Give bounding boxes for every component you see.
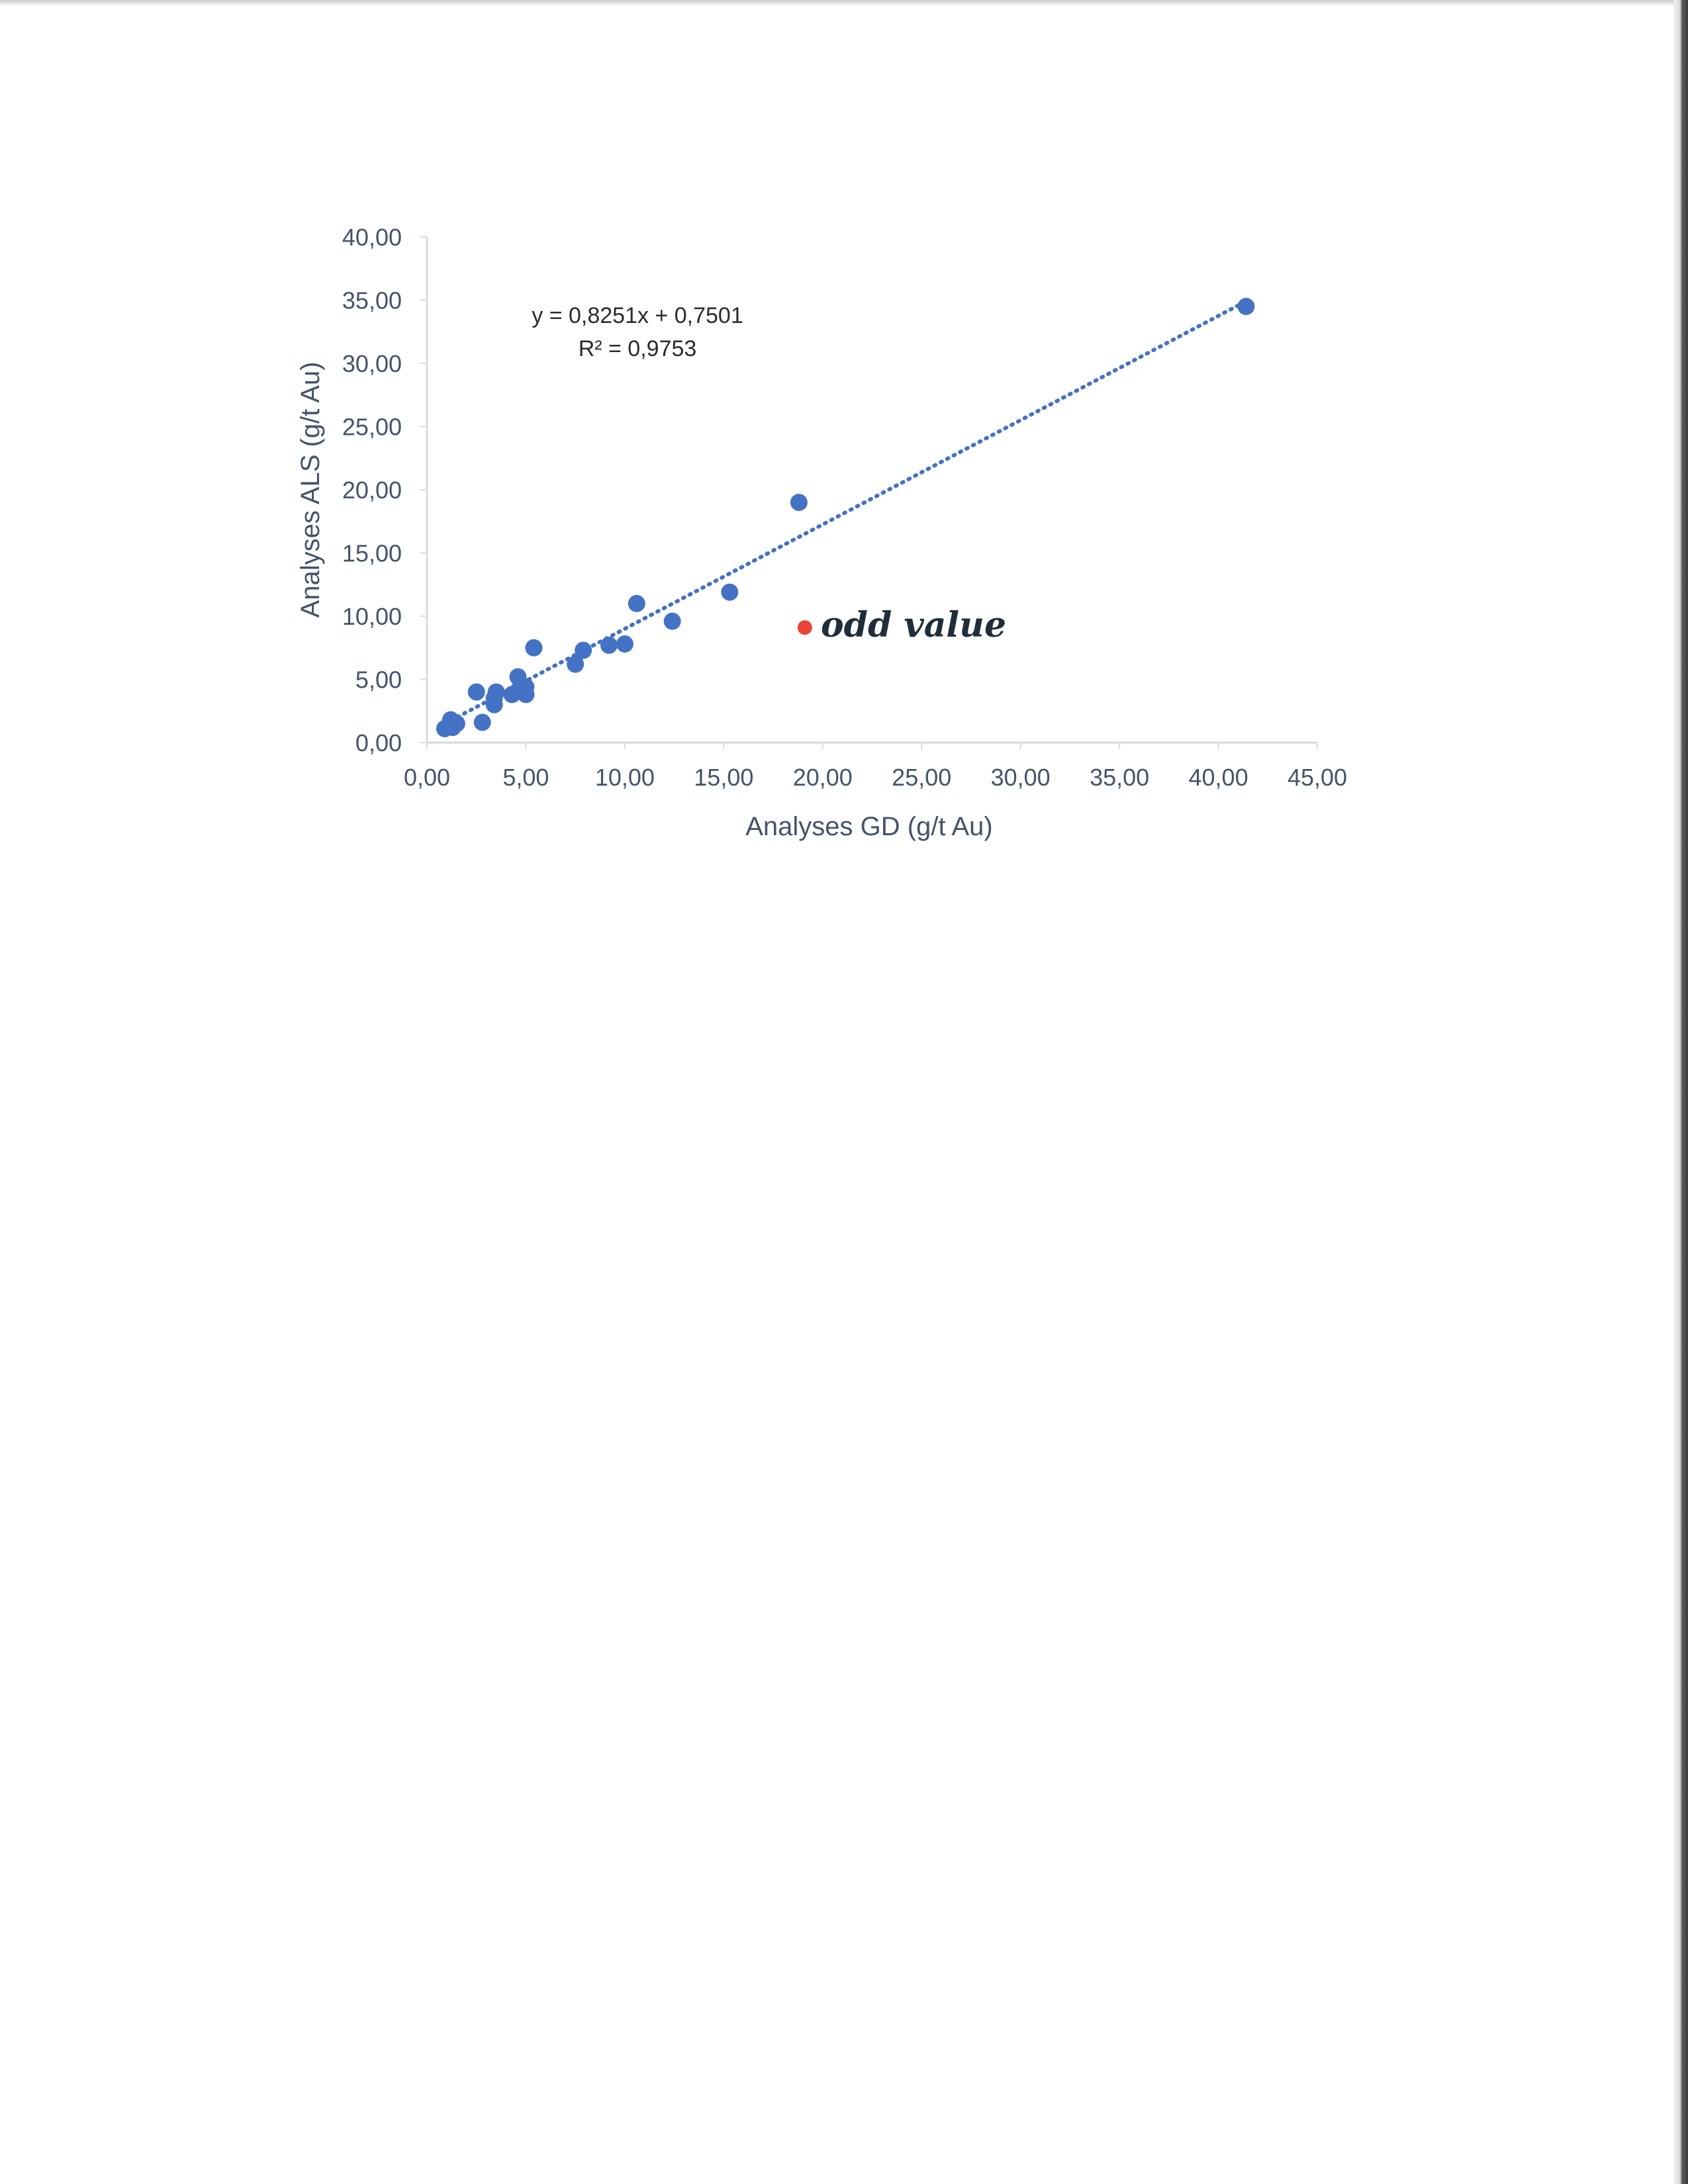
data-point [790,494,808,511]
data-point [721,584,738,601]
data-point [664,613,681,630]
data-point [525,639,542,657]
y-tick-label: 30,00 [342,350,402,377]
x-tick-label: 45,00 [1287,764,1348,791]
trendline [445,301,1246,723]
y-tick-label: 35,00 [342,287,402,314]
x-tick-label: 15,00 [694,764,754,791]
x-tick-label: 10,00 [594,764,655,791]
x-tick-label: 0,00 [403,764,451,791]
odd-value-annotation: odd value [821,605,1007,645]
data-point [517,678,534,696]
data-point [442,711,459,729]
data-point [575,642,592,659]
data-point [1237,298,1254,315]
y-tick-label: 15,00 [342,539,402,567]
x-tick-label: 35,00 [1090,764,1150,791]
odd-value-point [798,620,812,635]
y-tick-label: 40,00 [342,224,402,251]
y-tick-label: 25,00 [342,413,402,441]
x-tick-label: 25,00 [892,764,952,791]
data-point [474,713,491,731]
data-points [436,298,1255,737]
y-tick-label: 20,00 [342,477,402,504]
trendline-equation: y = 0,8251x + 0,7501 [532,303,743,328]
data-point [628,595,645,612]
y-axis-title: Analyses ALS (g/t Au) [296,361,325,618]
data-point [616,635,633,653]
data-point [468,684,485,701]
trendline-layer [445,301,1246,723]
data-point [600,637,618,654]
y-tick-label: 10,00 [342,603,402,630]
data-point [488,684,505,701]
x-tick-label: 5,00 [502,764,549,791]
x-tick-label: 30,00 [990,764,1051,791]
y-tick-label: 0,00 [355,729,402,756]
y-tick-label: 5,00 [355,666,402,694]
x-tick-label: 40,00 [1188,764,1248,791]
x-tick-label: 20,00 [792,764,853,791]
x-axis-title: Analyses GD (g/t Au) [745,812,993,841]
trendline-r-squared: R² = 0,9753 [578,336,697,361]
